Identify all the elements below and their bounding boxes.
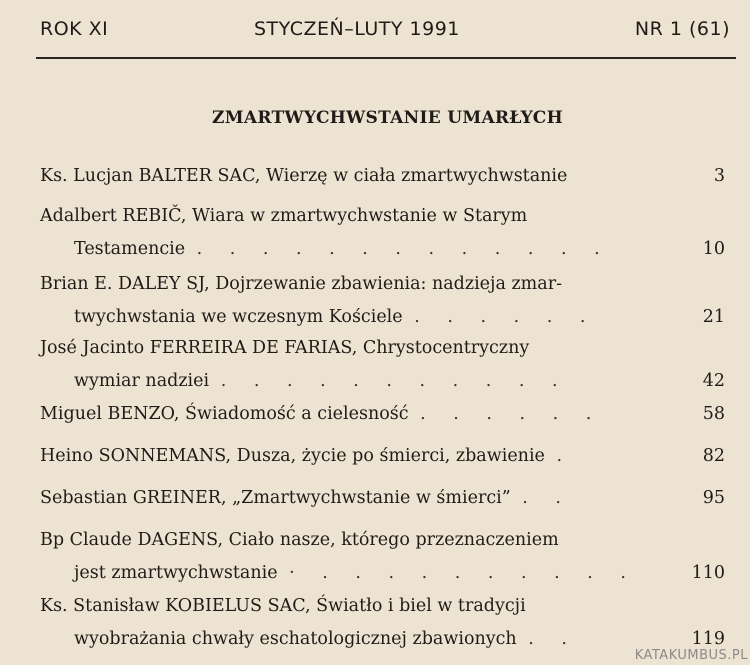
entry-text-continued: twychwstania we wczesnym Kościele [74,307,403,327]
leader-dots: . . . . . . . . . . . [220,371,569,391]
entry-text: Bp Claude DAGENS, Ciało nasze, którego przeznaczeniem [40,530,559,550]
page-number: 82 [702,446,725,466]
toc-entry[interactable] [40,160,725,193]
journal-header [40,18,730,48]
page-number: 110 [691,563,725,583]
leader-dots: . . . . . . [420,404,603,424]
entry-text: José Jacinto FERREIRA DE FARIAS, Chrystocentryczny [40,338,530,358]
volume-label: ROK XI [40,18,109,40]
leader-dots: . . . . . . [414,307,597,327]
toc-entry[interactable] [40,332,725,398]
toc-entry[interactable] [40,524,725,590]
leader-dots: . . . . . . . . . . . . . [196,239,611,259]
toc-entry[interactable] [40,590,725,656]
toc-entry[interactable] [40,398,725,431]
page-number: 58 [702,404,725,424]
page-number: 10 [702,239,725,259]
leader-dots: . [556,446,574,466]
entry-text: Ks. Stanisław KOBIELUS SAC, Światło i biel w tradycji [40,596,526,616]
page-number: 3 [713,166,725,186]
page-number: 95 [702,488,725,508]
entry-text-continued: jest zmartwychwstanie [74,563,278,583]
header-rule [36,57,736,59]
leader-dots: . . [528,629,578,649]
toc-entry[interactable] [40,440,725,473]
toc-entry[interactable] [40,200,725,266]
page-number: 119 [691,629,725,649]
leader-dots: · . . . . . . . . . . [289,563,637,583]
watermark-text: KATAKUMBUS.PL [634,648,748,663]
entry-text: Sebastian GREINER, „Zmartwychwstanie w śmierci” [40,488,511,508]
entry-text: Adalbert REBIČ, Wiara w zmartwychwstanie w Starym [40,206,528,226]
entry-text: Miguel BENZO, Świadomość a cielesność [40,404,409,424]
toc-entry[interactable] [40,268,725,334]
section-title: ZMARTWYCHWSTANIE UMARŁYCH [212,108,563,128]
leader-dots: . . [522,488,572,508]
entry-text-continued: wymiar nadziei [74,371,210,391]
page-number: 21 [702,307,725,327]
toc-entry[interactable] [40,482,725,515]
page-number: 42 [702,371,725,391]
issue-number: NR 1 (61) [634,18,730,40]
entry-text-continued: Testamencie [74,239,186,259]
entry-text: Heino SONNEMANS, Dusza, życie po śmierci, zbawienie [40,446,545,466]
entry-text: Brian E. DALEY SJ, Dojrzewanie zbawienia: nadzieja zmar- [40,274,562,294]
entry-text-continued: wyobrażania chwały eschatologicznej zbawionych [74,629,517,649]
issue-date: STYCZEŃ–LUTY 1991 [254,18,460,40]
entry-text: Ks. Lucjan BALTER SAC, Wierzę w ciała zmartwychwstanie [40,166,568,186]
